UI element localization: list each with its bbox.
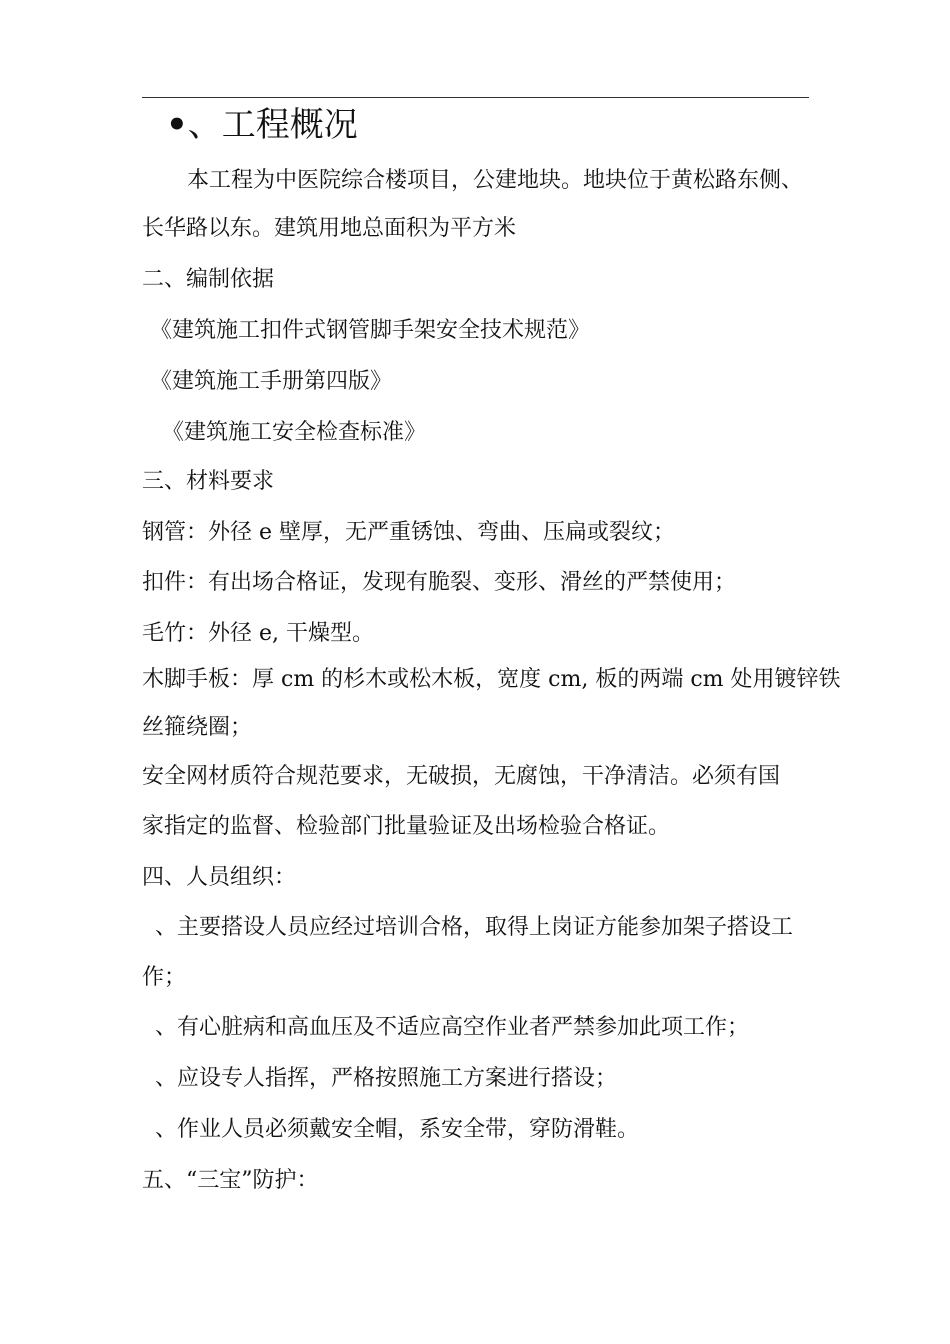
material-bamboo: 毛竹：外径 e, 干燥型。 [142, 621, 374, 646]
personnel-item4: 、作业人员必须戴安全帽，系安全带，穿防滑鞋。 [155, 1117, 640, 1142]
material-net-line1: 安全网材质符合规范要求，无破损，无腐蚀，干净清洁。必须有国 [142, 764, 781, 789]
reference-item: 《建筑施工安全检查标准》 [162, 420, 427, 445]
reference-item: 《建筑施工扣件式钢管脚手架安全技术规范》 [150, 318, 591, 343]
title-bullet: • [166, 105, 188, 145]
header-rule [142, 97, 809, 98]
section3-heading: 三、材料要求 [142, 469, 275, 494]
section1-title [166, 104, 358, 146]
section5-heading: 五、“三宝”防护： [142, 1168, 319, 1193]
section2-heading: 二、编制依据 [142, 267, 275, 292]
personnel-item2: 、有心脏病和高血压及不适应高空作业者严禁参加此项工作； [155, 1015, 750, 1040]
title-text: 、工程概况 [187, 105, 358, 145]
reference-item: 《建筑施工手册第四版》 [150, 369, 393, 394]
material-board-line1: 木脚手板：厚 cm 的杉木或松木板，宽度 cm, 板的两端 cm 处用镀锌铁 [142, 667, 841, 692]
section4-heading: 四、人员组织： [142, 865, 297, 890]
personnel-item3: 、应设专人指挥，严格按照施工方案进行搭设； [155, 1066, 618, 1091]
personnel-item1-line2: 作； [142, 965, 187, 990]
material-fastener: 扣件：有出场合格证，发现有脆裂、变形、滑丝的严禁使用； [142, 570, 737, 595]
overview-paragraph-line1: 本工程为中医院综合楼项目，公建地块。地块位于黄松路东侧、 [187, 168, 804, 193]
personnel-item1-line1: 、主要搭设人员应经过培训合格，取得上岗证方能参加架子搭设工 [155, 915, 794, 940]
overview-paragraph-line2: 长华路以东。建筑用地总面积为平方米 [142, 216, 517, 241]
material-steel-pipe: 钢管：外径 e 壁厚，无严重锈蚀、弯曲、压扁或裂纹； [142, 520, 676, 545]
material-net-line2: 家指定的监督、检验部门批量验证及出场检验合格证。 [142, 814, 671, 839]
material-board-line2: 丝箍绕圈； [142, 715, 253, 740]
